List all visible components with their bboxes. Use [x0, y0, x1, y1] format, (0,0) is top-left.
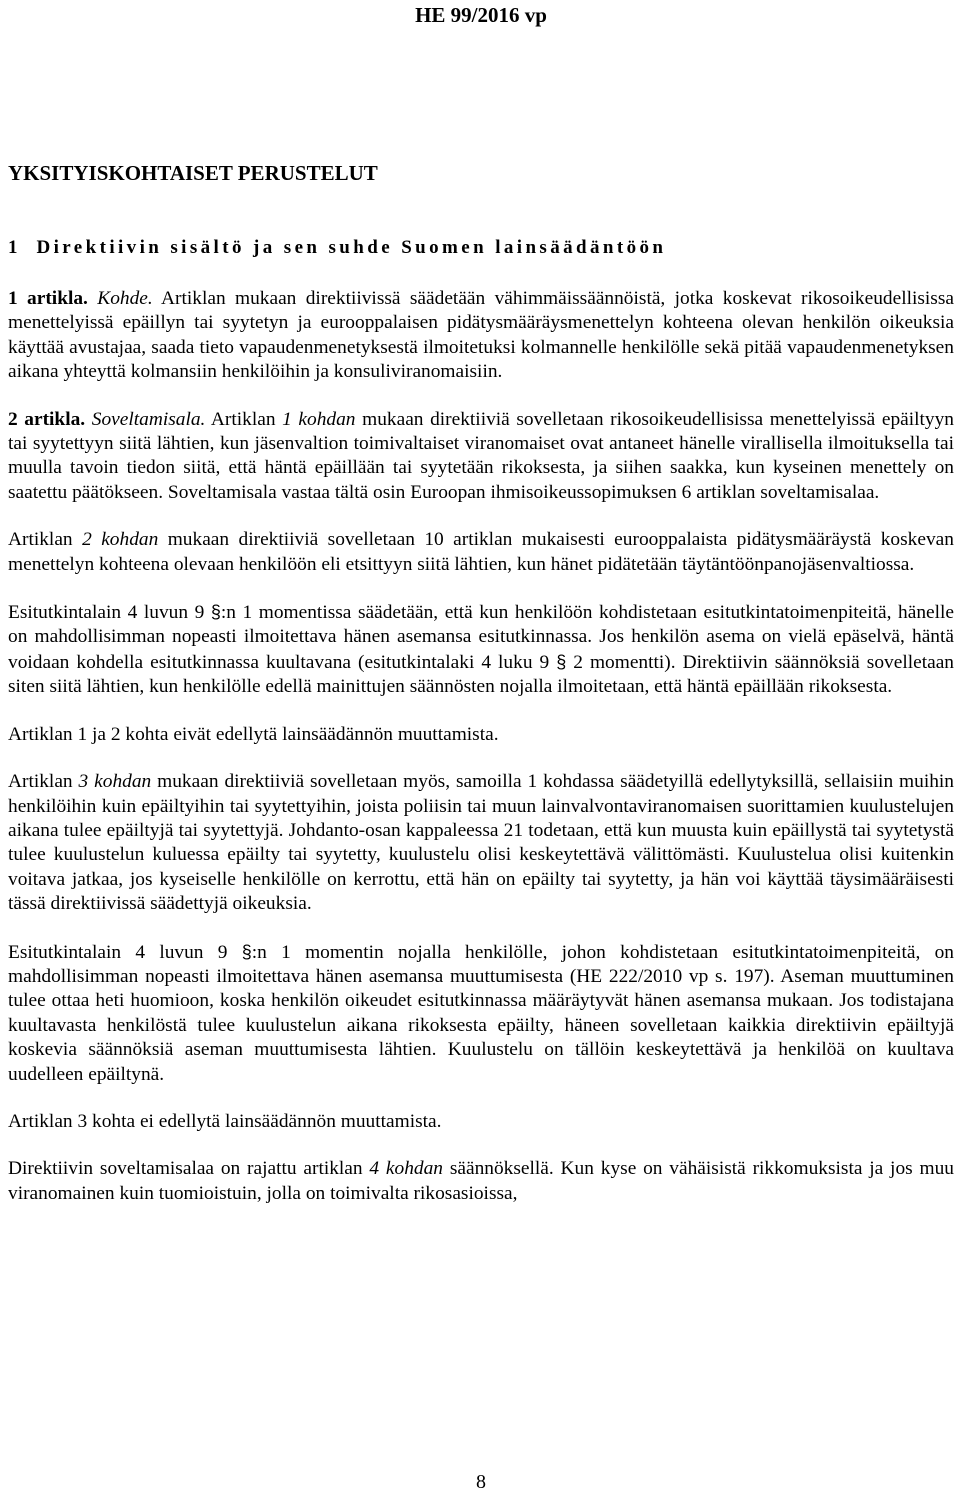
paragraph-text: mukaan direktiiviä sovelletaan myös, samoilla 1 kohdassa säädetyillä edellytyksillä, sellaisiin muihin henkilöihin kuin epäiltyihin tai syytettyihin, joista poliisin tai muun lainvalvontaviranomaisen suorittamien kuulustelujen aikana tulee epäiltyjä tai syytettyjä. Johdanto-osan kappaleessa 21 todetaan, että kun muusta kuin epäillystä tai syytetystä tulee kuulustelun kuluessa epäilty tai syytetty, kuulustelu olisi keskeytettävä välittömästi. Kuulustelua olisi kuitenkin voitava jatkaa, jos kyseiselle henkilölle on kerrottu, että hän on epäilty tai syytetty, ja hän voi käyttää täysimääräisesti tässä direktiivissä säädettyjä oikeuksia.: [8, 771, 954, 915]
section-sign: §: [241, 941, 252, 962]
section-sign: §: [556, 651, 567, 672]
paragraph-text: mukaan direktiiviä sovelletaan 10 artiklan mukaisesti eurooppalaista pidätysmääräystä koskevan menettelyn kohteena olevaan henkilöön eli etsittyyn siitä lähtien, kun hänet pidätetään täytäntöönpanojäsenvaltiossa.: [8, 529, 954, 575]
paragraph-reference: 1 kohdan: [282, 408, 356, 430]
paragraph-article-1: [8, 287, 954, 385]
article-title: Soveltamisala.: [91, 408, 206, 430]
paragraph-text-lead: Direktiivin soveltamisalaa on rajattu artiklan: [8, 1158, 363, 1180]
document-header: HE 99/2016 vp: [415, 3, 547, 27]
paragraph-text: :n 1 momentin nojalla henkilölle, johon kohdistetaan esitutkintatoimenpiteitä, on mahdollisimman nopeasti ilmoitettava hänen asemansa muuttumisesta (HE 222/2010 vp s. 197). Aseman muuttuminen tulee ottaa heti huomioon, koska henkilön oikeudet esitutkinnassa määräytyvät hänen asemansa mukaan. Jos todistajana kuultavasta henkilöstä tulee kuulustelun aikana rikoksesta epäilty, häneen sovelletaan kaikkia direktiivin epäiltyjä koskevia säännöksiä aseman muuttumisesta lähtien. Kuulustelu on tällöin keskeytettävä ja henkilöä on kuultava uudelleen epäiltynä.: [8, 941, 954, 1085]
document-page: [8, 0, 954, 1495]
paragraph-pretrial-law: [8, 600, 954, 700]
paragraph-text: mukaan direktiiviä sovelletaan rikosoikeudellisissa menettelyissä epäiltyyn tai syytettyyn siitä lähtien, kun jäsenvaltion toimivaltaiset viranomaiset ovat antaneet hänelle virallisella ilmoituksella tai muulla tavoin tiedon siitä, että häntä epäillään tai syytetään rikoksesta, ja siihen saakka, kun kyseinen menettely on saatettu päätökseen. Soveltamisala vastaa tältä osin Euroopan ihmisoikeussopimuksen 6 artiklan soveltamisalaa.: [8, 408, 954, 503]
paragraph-text: Artiklan mukaan direktiivissä säädetään vähimmäissäännöistä, jotka koskevat rikosoikeudellisissa menettelyissä epäillyn tai syytetyn ja eurooppalaisen pidätysmääräysmenettelyn kohteena olevan henkilön oikeuksia käyttää avustajaa, saada tieto vapaudenmenetyksestä ilmoitetuksi kolmannelle henkilölle sekä pitää vapaudenmenetyksen aikana yhteyttä kolmansiin henkilöihin ja konsuliviranomaisiin.: [8, 288, 954, 383]
paragraph-article-2-section-4: [8, 1157, 954, 1206]
paragraph-reference: 4 kohdan: [369, 1158, 444, 1180]
section-heading: YKSITYISKOHTAISET PERUSTELUT: [8, 161, 378, 185]
chapter-heading: [8, 236, 666, 260]
paragraph-text-lead: Artiklan: [8, 771, 73, 793]
paragraph-text: Artiklan 3 kohta ei edellytä lainsäädännön muuttamista.: [8, 1110, 442, 1132]
paragraph-text: Artiklan 1 ja 2 kohta eivät edellytä lainsäädännön muuttamista.: [8, 723, 499, 745]
paragraph-text: Esitutkintalain 4 luvun 9: [8, 602, 205, 624]
paragraph-article-2-section-3: [8, 770, 954, 916]
page-number: 8: [476, 1471, 486, 1493]
paragraph-article-2: [8, 408, 954, 506]
paragraph-no-amendment-1: [8, 723, 954, 747]
paragraph-article-2-section-2: [8, 528, 954, 577]
article-title: Kohde.: [97, 288, 153, 309]
paragraph-text: säännöksellä. Kun kyse on vähäisistä rikkomuksista ja jos muu viranomainen kuin tuomioistuin, jolla on toimivalta rikosasioissa,: [8, 1158, 954, 1204]
paragraph-text: Esitutkintalain 4 luvun 9: [8, 941, 228, 963]
section-sign: §: [210, 602, 221, 623]
paragraph-status-change: [8, 940, 954, 1087]
article-label: 2 artikla.: [8, 408, 86, 430]
document-body: [8, 287, 954, 1229]
article-label: 1 artikla.: [8, 288, 88, 309]
chapter-title: Direktiivin sisältö ja sen suhde Suomen lainsäädäntöön: [36, 237, 667, 258]
paragraph-reference: 2 kohdan: [82, 529, 159, 551]
paragraph-reference: 3 kohdan: [78, 771, 152, 793]
paragraph-text: 2 momentti). Direktiivin säännöksiä sovelletaan siten siitä lähtien, kun henkilölle edellä mainittujen säännösten nojalla ilmoitetaan, että häntä epäillään rikoksesta.: [8, 651, 954, 698]
chapter-number: 1: [8, 237, 18, 258]
paragraph-text-lead: Artiklan: [210, 408, 276, 430]
paragraph-text-lead: Artiklan: [8, 529, 73, 551]
paragraph-text: :n 1 momentissa säädetään, että kun henkilöön kohdistetaan esitutkintatoimenpiteitä, hänelle on mahdollisimman nopeasti ilmoitettava hänen asemansa esitutkinnassa. Jos henkilön asema on vielä epäselvä, häntä voidaan kohdella esitutkinnassa kuultavana (esitutkintalaki 4 luku 9: [8, 602, 955, 673]
paragraph-no-amendment-2: [8, 1110, 954, 1134]
